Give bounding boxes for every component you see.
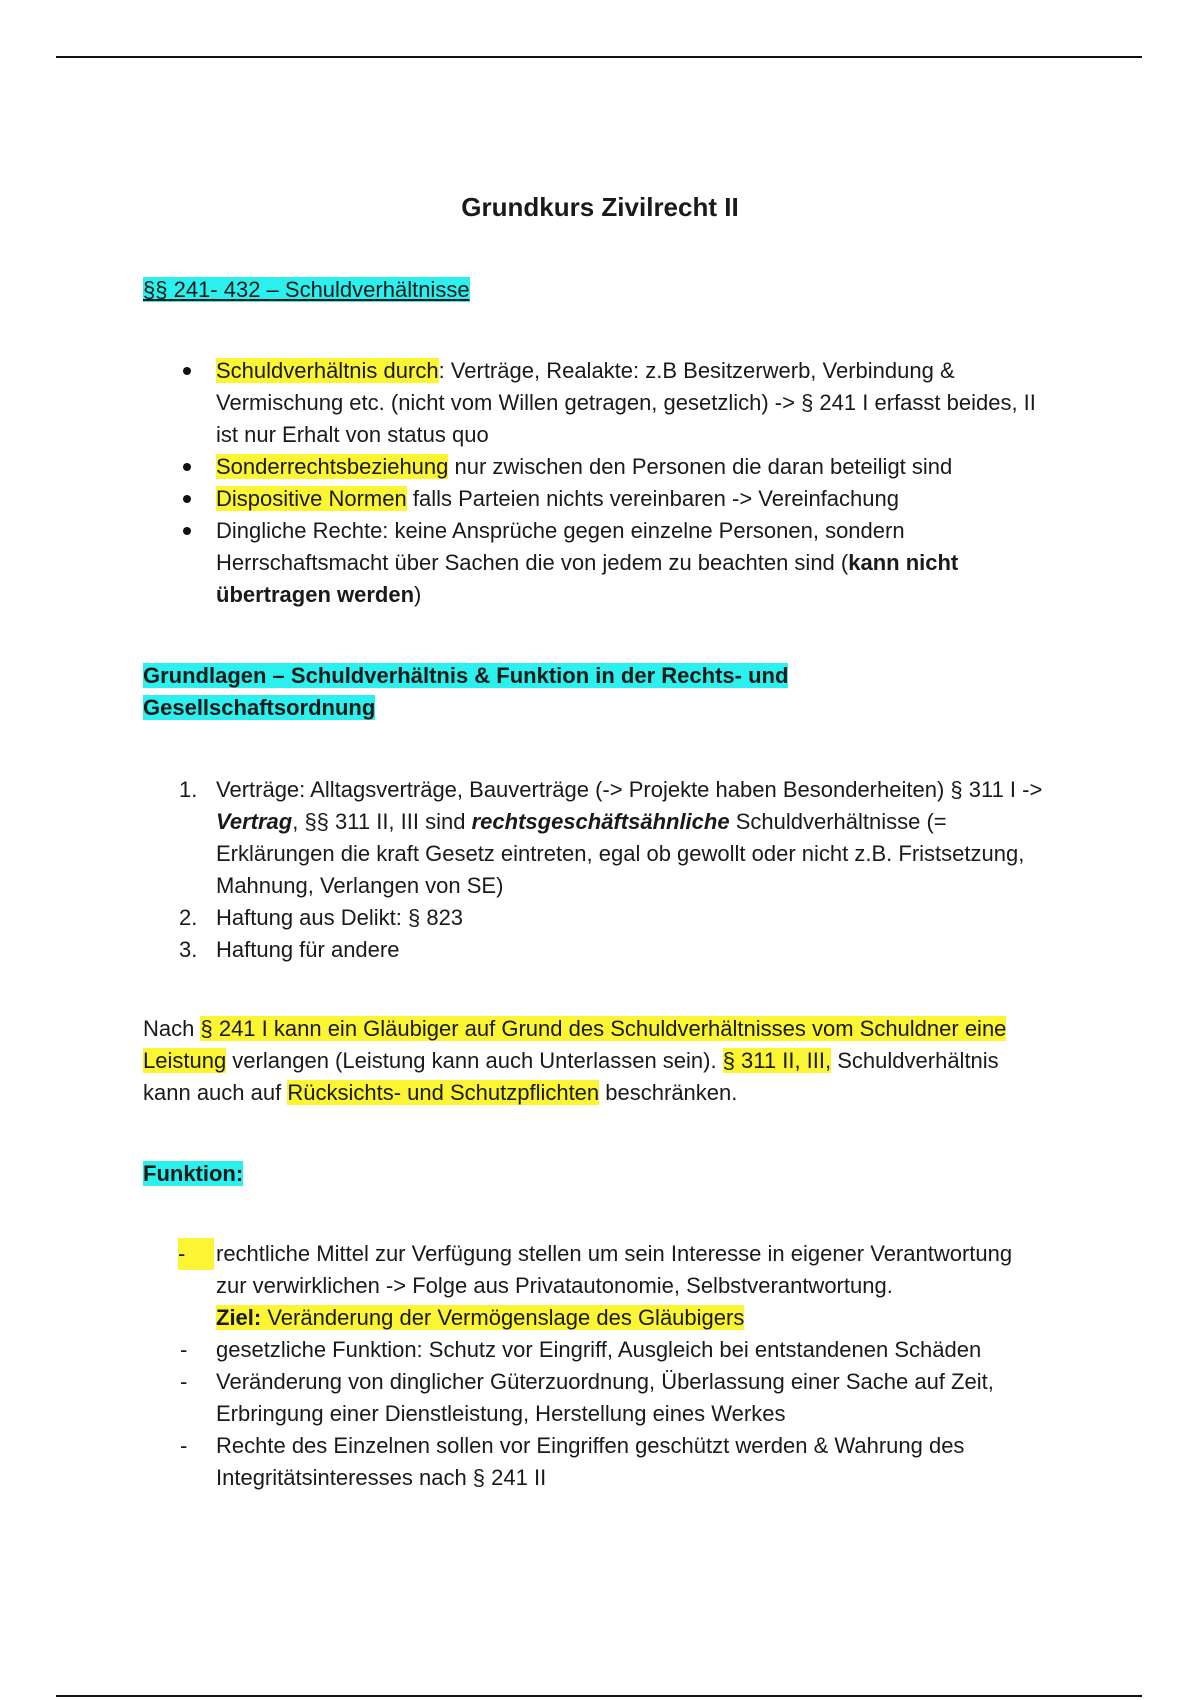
item-text: Haftung aus Delikt: § 823 — [216, 905, 464, 930]
paragraph-text: Schuldverhältnis kann auch auf — [143, 1048, 999, 1105]
item-text: Verträge: Alltagsverträge, Bauverträge (-> Projekte haben Besonderheiten) § 311 I -> — [216, 777, 1043, 802]
section-heading-funktion — [143, 1158, 243, 1190]
item-emphasis-text: rechtsgeschäftsähnliche — [471, 809, 730, 834]
paragraph-text: Nach — [143, 1016, 201, 1041]
numbered-list-grundlagen — [143, 774, 1043, 966]
goal-label: Ziel: — [216, 1305, 262, 1330]
item-text: Dingliche Rechte: keine Ansprüche gegen einzelne Personen, sondern Herrschaftsmacht über Sachen die von jedem zu beachten sind ( — [216, 518, 905, 575]
goal-text: Veränderung der Vermögenslage des Gläubigers — [261, 1305, 745, 1330]
item-number: 2. — [179, 905, 198, 930]
item-bold-text: kann nicht übertragen werden — [216, 550, 959, 607]
item-text: Haftung für andere — [216, 937, 400, 962]
item-number: 1. — [179, 777, 198, 802]
item-text: gesetzliche Funktion: Schutz vor Eingriff, Ausgleich bei entstandenen Schäden — [216, 1337, 982, 1362]
highlight-text: Dispositive Normen — [216, 486, 407, 511]
section-heading-grundlagen — [143, 660, 788, 724]
list-item — [143, 451, 1043, 483]
highlight-text: Schuldverhältnis durch — [216, 358, 439, 383]
paragraph-text: beschränken. — [599, 1080, 738, 1105]
dash-marker: - — [180, 1369, 188, 1394]
item-text: Schuldverhältnisse (= Erklärungen die kraft Gesetz eintreten, egal ob gewollt oder nicht z.B. Fristsetzung, Mahnung, Verlangen von SE) — [216, 809, 1025, 898]
paragraph-text: verlangen (Leistung kann auch Unterlassen sein). — [226, 1048, 723, 1073]
list-item — [143, 515, 1043, 611]
list-item — [143, 902, 1043, 934]
dash-marker: - — [180, 1337, 188, 1362]
dash-list-funktion — [143, 1238, 1043, 1494]
bullet-dot-icon — [183, 463, 191, 471]
item-text: , §§ 311 II, III sind — [292, 809, 472, 834]
list-item — [143, 774, 1043, 902]
item-text: nur zwischen den Personen die daran beteiligt sind — [448, 454, 953, 479]
highlight-text: Sonderrechtsbeziehung — [216, 454, 449, 479]
bullet-list-schuldverhaeltnis — [143, 355, 1043, 611]
list-item — [143, 1430, 1043, 1494]
bullet-dot-icon — [183, 367, 191, 375]
header-rule — [56, 56, 1142, 58]
goal-line — [216, 1305, 744, 1330]
paragraph-241 — [143, 1013, 1043, 1109]
list-item — [143, 1238, 1043, 1334]
list-item — [143, 483, 1043, 515]
dash-marker: - — [178, 1238, 214, 1270]
footer-rule — [56, 1695, 1142, 1697]
section-heading-text: Funktion: — [143, 1161, 244, 1186]
item-text: rechtliche Mittel zur Verfügung stellen um sein Interesse in eigener Verantwortung zur verwirklichen -> Folge aus Privatautonomie, Selbstverantwortung. — [216, 1241, 1013, 1298]
highlight-text: § 311 II, III, — [722, 1048, 832, 1073]
item-number: 3. — [179, 937, 198, 962]
section-heading-line1: Grundlagen – Schuldverhältnis & Funktion in der Rechts- und — [143, 663, 789, 688]
document-title: Grundkurs Zivilrecht II — [461, 192, 739, 222]
section-heading-schuldverhaeltnisse — [143, 274, 470, 306]
list-item — [143, 1334, 1043, 1366]
bullet-dot-icon — [183, 527, 191, 535]
bullet-dot-icon — [183, 495, 191, 503]
list-item — [143, 355, 1043, 451]
highlight-text: § 241 I kann ein Gläubiger auf Grund des Schuldverhältnisses vom Schuldner eine Leistung — [143, 1016, 1007, 1073]
section-heading-text: §§ 241- 432 – Schuldverhältnisse — [143, 277, 470, 302]
item-text: Veränderung von dinglicher Güterzuordnung, Überlassung einer Sache auf Zeit, Erbringung einer Dienstleistung, Herstellung eines Werkes — [216, 1369, 994, 1426]
section-heading-line2: Gesellschaftsordnung — [143, 695, 376, 720]
item-text: Rechte des Einzelnen sollen vor Eingriffen geschützt werden & Wahrung des Integritätsinteresses nach § 241 II — [216, 1433, 965, 1490]
item-text: : Verträge, Realakte: z.B Besitzerwerb, Verbindung & Vermischung etc. (nicht vom Willen getragen, gesetzlich) -> § 241 I erfasst beides, II ist nur Erhalt von status quo — [216, 358, 1036, 447]
dash-marker: - — [180, 1433, 188, 1458]
item-text: falls Parteien nichts vereinbaren -> Vereinfachung — [406, 486, 899, 511]
list-item — [143, 1366, 1043, 1430]
item-tail-text: ) — [414, 582, 422, 607]
item-emphasis-text: Vertrag — [216, 809, 293, 834]
list-item — [143, 934, 1043, 966]
highlight-text: Rücksichts- und Schutzpflichten — [287, 1080, 600, 1105]
